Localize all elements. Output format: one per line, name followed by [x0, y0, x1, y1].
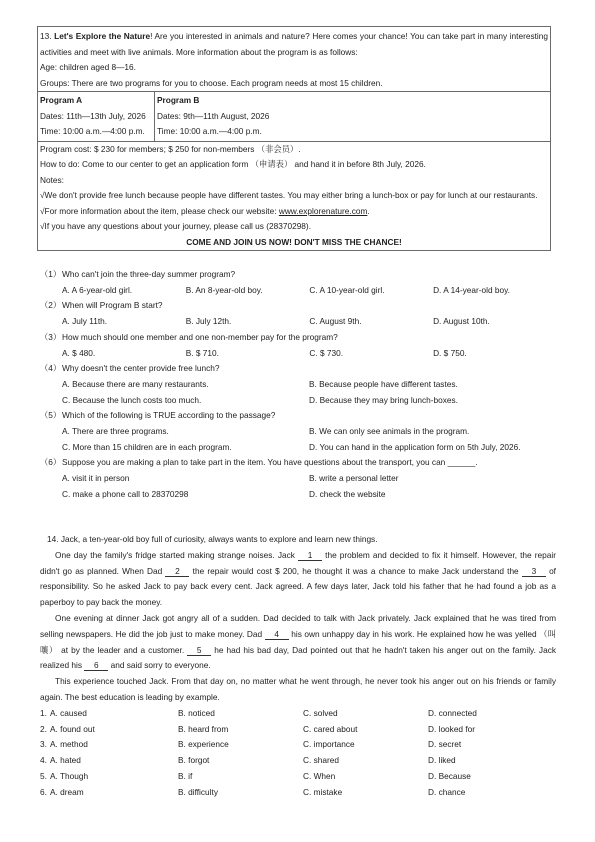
cloze-option-row	[40, 785, 556, 801]
question	[40, 361, 555, 377]
cloze-blank: 6	[84, 661, 108, 671]
program-b-cell	[155, 92, 550, 141]
answer-option: C. make a phone call to 28370298	[62, 488, 189, 499]
notice-slogan: COME AND JOIN US NOW! DON'T MISS THE CHANCE!	[186, 236, 402, 247]
question-number: （5）	[40, 410, 62, 421]
cloze-item-number: 5.	[40, 770, 47, 781]
question-text: When will Program B start?	[62, 300, 163, 311]
program-table	[38, 92, 550, 142]
passage-paragraph	[40, 611, 556, 674]
program-cost: Program cost: $ 230 for members; $ 250 for non-members （非会员）.	[40, 143, 301, 154]
cloze-option-row	[40, 769, 556, 785]
cloze-option: D. looked for	[428, 723, 476, 734]
answer-option: C. More than 15 children are in each program.	[62, 441, 232, 452]
cloze-option: D. connected	[428, 707, 477, 718]
program-a-cell	[38, 92, 155, 141]
note-website-text: √For more information about the item, please check our website:	[40, 205, 279, 216]
notice-age: Age: children aged 8—16.	[40, 62, 136, 73]
cloze-option: C. solved	[303, 707, 338, 718]
cloze-option: C. shared	[303, 755, 339, 766]
answer-option: B. July 12th.	[185, 316, 232, 327]
question-text: Suppose you are making a plan to take part in the item. You have questions about the transport, you can ______.	[62, 457, 478, 468]
question-number: （6）	[40, 457, 62, 468]
answer-option-row	[40, 283, 555, 299]
answer-option: C. A 10-year-old girl.	[309, 284, 385, 295]
passage-text: This experience touched Jack. From that day on, no matter what he went through, he never took his anger out on his friends or family again. The best education is leading by example.	[40, 676, 556, 702]
cloze-option: A. caused	[50, 707, 87, 718]
cloze-option: C. cared about	[303, 723, 358, 734]
answer-option: C. $ 730.	[309, 347, 344, 358]
answer-option: D. A 14-year-old boy.	[433, 284, 510, 295]
item-number: 13.	[40, 31, 52, 41]
answer-option: D. check the website	[309, 488, 386, 499]
answer-option: B. We can only see animals in the program.	[309, 426, 470, 437]
program-b-time: Time: 10:00 a.m.—4:00 p.m.	[157, 126, 262, 137]
answer-option: B. $ 710.	[185, 347, 219, 358]
answer-option: C. August 9th.	[309, 316, 362, 327]
question-number: （4）	[40, 363, 62, 374]
cloze-option-row	[40, 737, 556, 753]
answer-option: D. August 10th.	[433, 316, 490, 327]
answer-option-row	[40, 346, 555, 362]
cloze-option: A. dream	[50, 786, 84, 797]
passage-text: 14. Jack, a ten-year-old boy full of curiosity, always wants to explore and learn new things.	[47, 534, 378, 544]
answer-option-row	[40, 440, 555, 456]
cloze-option: D. secret	[428, 739, 462, 750]
question-number: （3）	[40, 331, 62, 342]
note-website-end: .	[367, 205, 370, 216]
answer-option: D. Because they may bring lunch-boxes.	[309, 394, 458, 405]
passage-paragraph	[40, 548, 556, 611]
cloze-option: B. experience	[178, 739, 229, 750]
cloze-item-number: 2.	[40, 723, 47, 734]
answer-option: D. You can hand in the application form on 5th July, 2026.	[309, 441, 521, 452]
program-a-time: Time: 10:00 a.m.—4:00 p.m.	[40, 126, 145, 137]
answer-option: B. write a personal letter	[309, 473, 399, 484]
passage-text: and said sorry to everyone.	[108, 660, 211, 671]
passage-text: the repair would cost $ 200, he thought it was a chance to make Jack understand the	[189, 565, 522, 576]
question-number: （1）	[40, 269, 62, 279]
passage-paragraph	[40, 532, 556, 548]
question	[40, 298, 555, 314]
questions-13	[40, 267, 555, 503]
answer-option: A. Because there are many restaurants.	[62, 378, 209, 389]
notice-title: Let's Explore the Nature	[54, 31, 151, 41]
answer-option: C. Because the lunch costs too much.	[62, 394, 202, 405]
cloze-blank: 4	[265, 630, 289, 640]
passage-text: One day the family's fridge started making strange noises. Jack	[55, 549, 299, 560]
cloze-option: A. found out	[50, 723, 95, 734]
program-a-dates: Dates: 11th—13th July, 2026	[40, 110, 146, 121]
cloze-option-row	[40, 753, 556, 769]
note-lunch: √We don't provide free lunch because people have different tastes. You may either bring a lunch-box or pay for lunch at our restaurants.	[40, 190, 538, 201]
question-text: Which of the following is TRUE according to the passage?	[62, 410, 276, 421]
cloze-blank: 1	[298, 551, 322, 561]
answer-option: A. July 11th.	[62, 316, 108, 327]
answer-option: B. An 8-year-old boy.	[185, 284, 263, 295]
answer-option-row	[40, 377, 555, 393]
note-website	[40, 204, 548, 220]
cloze-option: D. chance	[428, 786, 466, 797]
question-number: （2）	[40, 300, 62, 311]
question-text: Who can't join the three-day summer program?	[62, 269, 236, 279]
passage-paragraph	[40, 674, 556, 706]
notice-intro-section	[38, 27, 550, 92]
cloze-option: B. if	[178, 770, 193, 781]
cloze-option: A. Though	[50, 770, 89, 781]
cloze-option-row	[40, 706, 556, 722]
cloze-option: C. When	[303, 770, 336, 781]
notice-intro	[40, 29, 548, 60]
notice-details-section	[38, 142, 550, 251]
question-text: Why doesn't the center provide free lunch?	[62, 363, 220, 374]
answer-option-row	[40, 314, 555, 330]
answer-option: A. There are three programs.	[62, 426, 169, 437]
website-link[interactable]: www.explorenature.com	[278, 205, 368, 216]
cloze-option: C. mistake	[303, 786, 343, 797]
cloze-option: A. hated	[50, 755, 81, 766]
answer-option: A. A 6-year-old girl.	[62, 284, 133, 295]
answer-option: A. $ 480.	[62, 347, 96, 358]
notes-label: Notes:	[40, 174, 64, 185]
passage-text: he had his bad day, Dad pointed out that he hadn't taken his anger out on the family. Jack realized his	[40, 644, 556, 671]
answer-option: A. visit it in person	[62, 473, 130, 484]
cloze-option: B. heard from	[178, 723, 229, 734]
answer-option-row	[40, 393, 555, 409]
cloze-option: A. method	[50, 739, 88, 750]
question	[40, 330, 555, 346]
notice-intro-text: ! Are you interested in animals and nature? Here comes your chance! You can take part in many interesting activities and meet with live animals. More information about the program is as follows:	[40, 31, 548, 57]
cloze-passage-14	[40, 532, 556, 801]
cloze-option: B. forgot	[178, 755, 210, 766]
answer-option-row	[40, 424, 555, 440]
question	[40, 408, 555, 424]
answer-option: D. $ 750.	[433, 347, 467, 358]
cloze-option: D. Because	[428, 770, 471, 781]
cloze-option: C. importance	[303, 739, 355, 750]
program-b-dates: Dates: 9th—11th August, 2026	[157, 110, 270, 121]
passage-text: of responsibility. So he asked Jack to pay back every cent. Jack agreed. A few days later, Jack told his father that he had found a job as a paperboy to pay back the money.	[40, 565, 556, 608]
cloze-item-number: 3.	[40, 739, 47, 750]
question-text: How much should one member and one non-member pay for the program?	[62, 331, 338, 342]
notice-groups: Groups: There are two programs for you to choose. Each program needs at most 15 children.	[40, 77, 383, 88]
cloze-option: B. difficulty	[178, 786, 218, 797]
cloze-option-row	[40, 722, 556, 738]
cloze-blank: 2	[165, 567, 189, 577]
program-notice-box	[37, 26, 551, 251]
passage-text: One evening at dinner Jack got angry all of a sudden. Dad decided to talk with Jack privately. Jack explained that he was tired from selling newspapers. He did the job just to make money. Dad	[40, 612, 556, 639]
answer-option-row	[40, 471, 555, 487]
question	[40, 267, 555, 283]
how-to-apply: How to do: Come to our center to get an application form （申请表） and hand it in before 8th July, 2026.	[40, 159, 426, 170]
cloze-option: D. liked	[428, 755, 456, 766]
cloze-item-number: 6.	[40, 786, 47, 797]
program-a-name: Program A	[40, 95, 83, 106]
cloze-item-number: 1.	[40, 707, 47, 718]
answer-option: B. Because people have different tastes.	[309, 378, 458, 389]
note-phone: √If you have any questions about your journey, please call us (28370298).	[40, 221, 311, 232]
program-b-name: Program B	[157, 95, 200, 106]
cloze-item-number: 4.	[40, 755, 47, 766]
cloze-blank: 3	[522, 567, 546, 577]
answer-option-row	[40, 487, 555, 503]
question	[40, 455, 555, 471]
cloze-option: B. noticed	[178, 707, 215, 718]
passage-text: his own unhappy day in his work. He explained how he was yelled （叫嚷） at by the leader and a customer.	[40, 628, 556, 655]
cloze-blank: 5	[187, 646, 211, 656]
passage-text: the problem and decided to fix it himself. However, the repair didn't go as planned. When Dad	[40, 549, 556, 576]
